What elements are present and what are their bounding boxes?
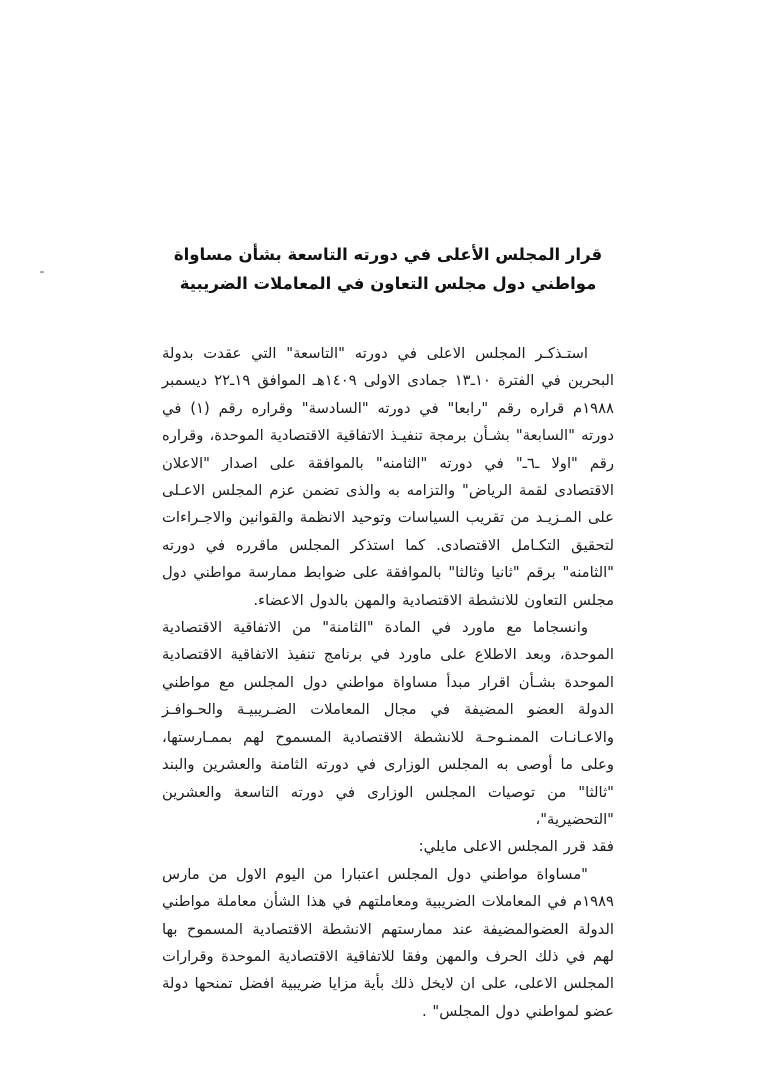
document-title-line-1: قرار المجلس الأعلى في دورته التاسعة بشأن مساواة [173, 245, 603, 264]
document-body [162, 340, 614, 1025]
document-title [162, 240, 614, 298]
paragraph-recitals: استـذكـر المجلس الاعلى في دورته "التاسعة" التي عقدت بدولة البحرين في الفترة ١٠ـ١٣ جمادى الاولى ١٤٠٩هـ الموافق ١٩ـ٢٢ ديسمبر ١٩٨٨م قراره رقم "رابعا" في دورته "السادسة" وقراره رقم (١) في دورته "السابعة" بشـأن برمجة تنفيـذ الاتفاقية الاقتصادية الموحدة، وقراره رقم "اولا ـ٦ـ" في دورته "الثامنه" بالموافقة على اصدار "الاعلان الاقتصادى لقمة الرياض" والتزامه به والذى تضمن عزم المجلس الاعـلى على المـزيـد من تقريب السياسات وتوحيد الانظمة والقوانين والاجـراءات لتحقيق التكـامل الاقتصادى. كما استذكر المجلس ماقرره في دورته "الثامنه" برقم "ثانيا وثالثا" بالموافقة على ضوابط ممارسة مواطني دول مجلس التعاون للانشطة الاقتصادية والمهن بالدول الاعضاء. [162, 345, 615, 609]
paragraph-decision-lead: فقد قرر المجلس الاعلى مايلي: [418, 838, 614, 856]
text-block [162, 240, 614, 1025]
scan-artifact-dot [40, 271, 44, 273]
paragraph-considerations: وانسجاما مع ماورد في المادة "الثامنة" من الاتفاقية الاقتصادية الموحدة، وبعد الاطلاع على ماورد في برنامج تنفيذ الاتفاقية الاقتصادية الموحدة بشـأن اقرار مبدأ مساواة مواطني دول المجلس مع مواطني الدولة العضو المضيفة في مجال المعاملات الضـريبيـة والحـوافـز والاعـانـات الممنـوحـة للانشطة الاقتصادية المسموح لهم بممـارستها، وعلى ما أوصى به المجلس الوزارى في دورته الثامنة والعشرين والبند "ثالثا" من توصيات المجلس الوزارى في دورته التاسعة والعشرين "التحضيرية"، [162, 619, 614, 828]
paragraph-decision-text: "مساواة مواطني دول المجلس اعتبارا من اليوم الاول من مارس ١٩٨٩م في المعاملات الضريبية ومعاملتهم في هذا الشأن معاملة مواطني الدولة العضوالمضيفة عند ممارستهم الانشطة الاقتصادية المسموح بها لهم في ذلك الحرف والمهن وفقا للاتفاقية الاقتصادية الموحدة وقرارات المجلس الاعلى، على ان لايخل ذلك بأية مزايا ضريبية افضل تمنحها دولة عضو لمواطني دول المجلس" . [162, 865, 614, 1020]
document-title-line-2: مواطني دول مجلس التعاون في المعاملات الضريبية [179, 274, 597, 293]
